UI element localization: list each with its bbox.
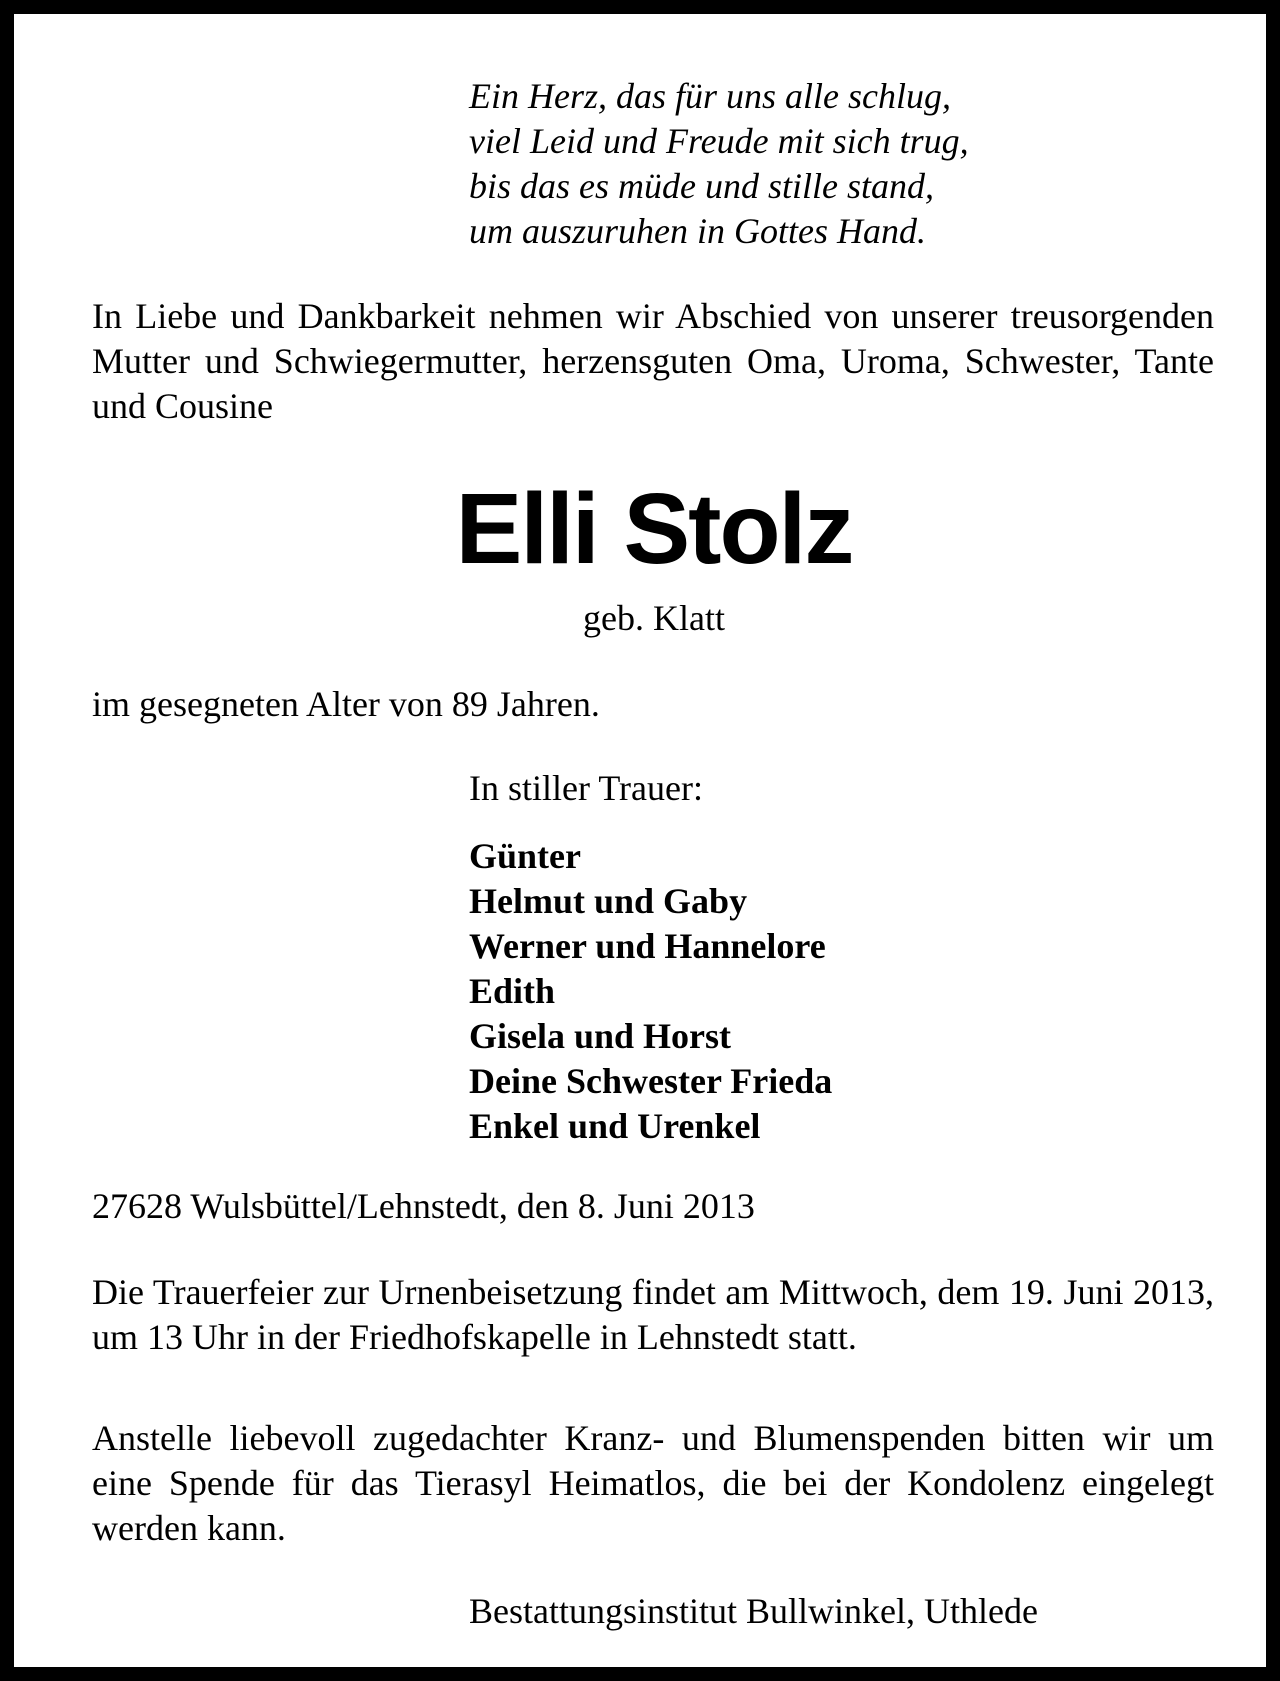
memorial-poem (469, 74, 969, 254)
donation-request: Anstelle liebevoll zugedachter Kranz- und Blumenspenden bitten wir um eine Spende für das Tierasyl Heimatlos, die bei der Kondolenz eingelegt werden kann. (92, 1418, 1214, 1548)
mourner-entry: Helmut und Gaby (469, 881, 748, 921)
poem-line: viel Leid und Freude mit sich trug, (469, 121, 969, 161)
poem-line: bis das es müde und stille stand, (469, 166, 934, 206)
mourner-entry: Günter (469, 836, 581, 876)
age-statement: im gesegneten Alter von 89 Jahren. (92, 684, 600, 724)
poem-line: Ein Herz, das für uns alle schlug, (469, 76, 951, 116)
mourner-entry: Werner und Hannelore (469, 926, 826, 966)
maiden-name: geb. Klatt (583, 598, 725, 638)
funeral-ceremony-info: Die Trauerfeier zur Urnenbeisetzung findet am Mittwoch, dem 19. Juni 2013, um 13 Uhr in der Friedhofskapelle in Lehnstedt statt. (92, 1272, 1214, 1357)
mourners-list (469, 834, 832, 1149)
place-and-date: 27628 Wulsbüttel/Lehnstedt, den 8. Juni 2013 (92, 1186, 755, 1226)
mourner-entry: Deine Schwester Frieda (469, 1061, 833, 1101)
mourner-entry: Enkel und Urenkel (469, 1106, 761, 1146)
deceased-name: Elli Stolz (455, 473, 853, 585)
mourner-entry: Gisela und Horst (469, 1016, 732, 1056)
funeral-home: Bestattungsinstitut Bullwinkel, Uthlede (469, 1591, 1038, 1631)
poem-line: um auszuruhen in Gottes Hand. (469, 211, 926, 251)
mourner-entry: Edith (469, 971, 556, 1011)
farewell-intro: In Liebe und Dankbarkeit nehmen wir Abschied von unserer treusorgenden Mutter und Schwiegermutter, herzensguten Oma, Uroma, Schwester, Tante und Cousine (92, 296, 1214, 426)
mourning-heading: In stiller Trauer: (469, 768, 703, 808)
